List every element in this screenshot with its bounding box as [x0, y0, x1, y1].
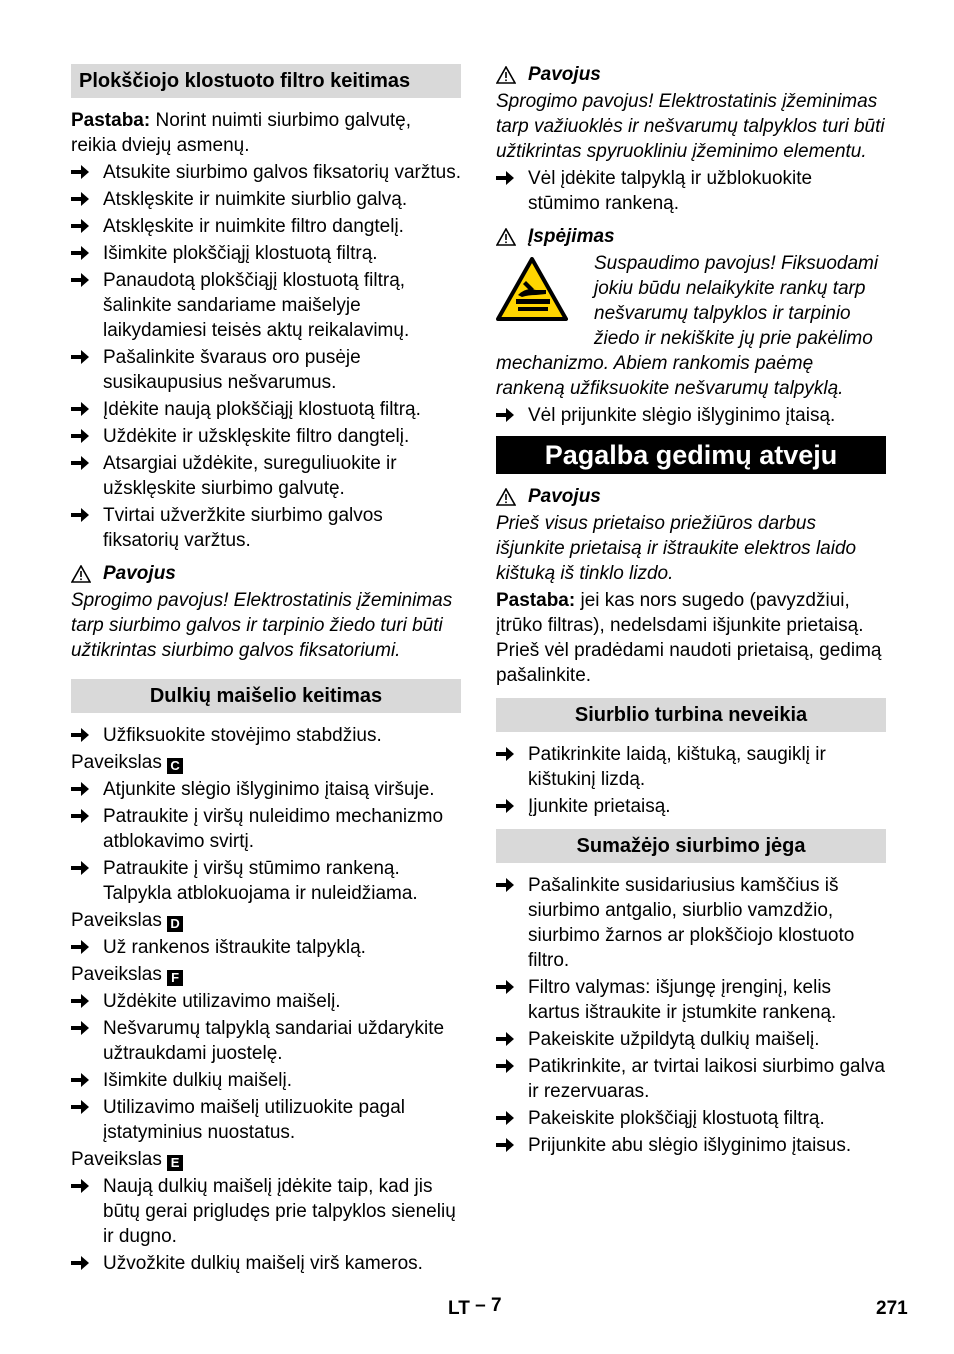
step-reinsert-container — [496, 166, 886, 216]
list-item-text: Atsklęskite ir nuimkite filtro dangtelį. — [103, 216, 404, 237]
list-item-text: Už rankenos ištraukite talpyklą. — [103, 937, 366, 958]
list-item — [496, 166, 886, 216]
danger-title-text: Pavojus — [528, 64, 601, 85]
list-item-text: Įdėkite naują plokščiąjį klostuotą filtrą. — [103, 399, 421, 420]
arrow-right-icon — [71, 429, 89, 443]
danger-title — [496, 62, 886, 87]
list-item — [71, 1174, 461, 1249]
danger-text: Sprogimo pavojus! Elektrostatinis įžeminimas tarp siurbimo galvos ir tarpinio žiedo turi būti užtikrintas siurbimo galvos fiksatoriumi. — [71, 590, 453, 661]
arrow-bullet — [71, 989, 103, 1014]
list-item — [71, 1251, 461, 1276]
steps-figure-f — [71, 989, 461, 1145]
section-heading-turbine: Siurblio turbina neveikia — [496, 698, 886, 732]
note-paragraph — [496, 588, 886, 688]
list-item — [71, 160, 461, 185]
arrow-right-icon — [496, 799, 514, 813]
list-item — [496, 975, 886, 1025]
arrow-bullet — [71, 1068, 103, 1093]
figure-letter-f: F — [167, 970, 183, 986]
arrow-bullet — [71, 1174, 103, 1249]
steps-figure-c — [71, 777, 461, 906]
arrow-bullet — [71, 451, 103, 501]
arrow-bullet — [496, 1027, 528, 1052]
warning-triangle-icon — [496, 488, 516, 506]
list-item-text: Prijunkite abu slėgio išlyginimo įtaisus. — [528, 1135, 852, 1156]
list-item-text: Pašalinkite susidariusius kamščius iš siurbimo antgalio, siurblio vamzdžio, siurbimo žarnos ar plokščiojo klostuoto filtro. — [528, 875, 855, 971]
list-item-text: Uždėkite utilizavimo maišelį. — [103, 991, 341, 1012]
crush-hazard-icon — [496, 251, 594, 345]
arrow-bullet — [71, 1016, 103, 1066]
arrow-right-icon — [71, 273, 89, 287]
danger-text: Prieš visus prietaiso priežiūros darbus išjunkite prietaisą ir ištraukite elektros laido kištuką iš tinklo lizdo. — [496, 513, 857, 584]
arrow-right-icon — [71, 1021, 89, 1035]
list-item-text: Išimkite plokščiąjį klostuotą filtrą. — [103, 243, 378, 264]
list-item-text: Filtro valymas: išjungę įrenginį, kelis kartus ištraukite ir įstumkite rankeną. — [528, 977, 837, 1023]
arrow-bullet — [71, 160, 103, 185]
figure-ref-d — [71, 908, 461, 933]
arrow-right-icon — [71, 782, 89, 796]
arrow-right-icon — [71, 402, 89, 416]
arrow-right-icon — [71, 1100, 89, 1114]
list-item — [71, 935, 461, 960]
danger-title — [71, 561, 461, 586]
list-item — [71, 187, 461, 212]
arrow-right-icon — [71, 994, 89, 1008]
note-label: Pastaba: — [71, 110, 151, 131]
danger-title — [496, 484, 886, 509]
figure-label: Paveikslas — [71, 964, 162, 985]
warning-text: Suspaudimo pavojus! Fiksuodami jokiu būdu nelaikykite rankų tarp nešvarumų talpyklos ir tarpinio žiedo ir nekiškite jų prie pakėlimo mechanizmo. Abiem rankomis paėmę rankeną užfiksuokite nešvarumų talpyklą. — [496, 253, 879, 399]
list-item-text: Atsklęskite ir nuimkite siurblio galvą. — [103, 189, 408, 210]
list-item — [71, 214, 461, 239]
figure-ref-e — [71, 1147, 461, 1172]
list-item — [496, 1133, 886, 1158]
arrow-bullet — [71, 268, 103, 343]
arrow-right-icon — [71, 192, 89, 206]
list-item — [496, 1027, 886, 1052]
arrow-right-icon — [496, 1111, 514, 1125]
arrow-bullet — [496, 742, 528, 792]
list-item-text: Patikrinkite laidą, kištuką, saugiklį ir kištukinį lizdą. — [528, 744, 826, 790]
list-item-text: Tvirtai užveržkite siurbimo galvos fiksatorių varžtus. — [103, 505, 383, 551]
steps-flat-filter — [71, 160, 461, 553]
list-item-text: Pakeiskite užpildytą dulkių maišelį. — [528, 1029, 820, 1050]
list-item-text: Naują dulkių maišelį įdėkite taip, kad jis būtų gerai prigludęs prie talpyklos sienelių ir dugno. — [103, 1176, 456, 1247]
arrow-bullet — [496, 975, 528, 1025]
page-number: 271 — [876, 1298, 908, 1319]
arrow-bullet — [71, 214, 103, 239]
arrow-bullet — [71, 503, 103, 553]
list-item — [71, 777, 461, 802]
danger-title-text: Pavojus — [528, 486, 601, 507]
right-column — [496, 60, 886, 1160]
list-item — [496, 1106, 886, 1131]
arrow-right-icon — [71, 350, 89, 364]
list-item-text: Pakeiskite plokščiąjį klostuotą filtrą. — [528, 1108, 825, 1129]
arrow-right-icon — [71, 1179, 89, 1193]
warning-block — [496, 251, 886, 401]
list-item — [496, 794, 886, 819]
list-item — [71, 345, 461, 395]
warning-triangle-icon — [71, 565, 91, 583]
list-item — [71, 1095, 461, 1145]
arrow-bullet — [496, 403, 528, 428]
list-item-text: Patraukite į viršų nuleidimo mechanizmo atblokavimo svirtį. — [103, 806, 444, 852]
footer-language — [448, 1295, 502, 1320]
figure-ref-c — [71, 750, 461, 775]
arrow-bullet — [71, 397, 103, 422]
arrow-right-icon — [71, 246, 89, 260]
arrow-bullet — [71, 804, 103, 854]
left-column — [71, 60, 461, 1278]
section-heading-flat-filter: Plokščiojo klostuoto filtro keitimas — [71, 64, 461, 98]
list-item — [71, 989, 461, 1014]
list-item-text: Uždėkite ir užsklęskite filtro dangtelį. — [103, 426, 410, 447]
list-item-text: Užfiksuokite stovėjimo stabdžius. — [103, 725, 382, 746]
figure-ref-f — [71, 962, 461, 987]
list-item-text: Utilizavimo maišelį utilizuokite pagal įstatyminius nuostatus. — [103, 1097, 406, 1143]
arrow-right-icon — [71, 861, 89, 875]
list-item — [496, 1054, 886, 1104]
note-label: Pastaba: — [496, 590, 576, 611]
list-item-text: Nešvarumų talpyklą sandariai uždarykite užtraukdami juostelę. — [103, 1018, 445, 1064]
arrow-bullet — [496, 1054, 528, 1104]
note-text: jei kas nors sugedo (pavyzdžiui, įtrūko filtras), nedelsdami išjunkite prietaisą. Prieš vėl pradėdami naudoti prietaisą, gedimą pašalinkite. — [496, 590, 882, 686]
danger-text: Sprogimo pavojus! Elektrostatinis įžeminimas tarp važiuoklės ir nešvarumų talpyklos turi būti užtikrintas spyruokliniu įžeminimo elementu. — [496, 91, 885, 162]
section-heading-suction: Sumažėjo siurbimo jėga — [496, 829, 886, 863]
arrow-right-icon — [71, 809, 89, 823]
arrow-right-icon — [496, 747, 514, 761]
list-item — [496, 742, 886, 792]
warning-title-text: Įspėjimas — [528, 226, 615, 247]
list-item-text: Atsukite siurbimo galvos fiksatorių varžtus. — [103, 162, 461, 183]
arrow-bullet — [496, 166, 528, 216]
arrow-right-icon — [71, 728, 89, 742]
arrow-right-icon — [496, 1138, 514, 1152]
arrow-bullet — [496, 1133, 528, 1158]
steps-figure-d — [71, 935, 461, 960]
list-item-text: Išimkite dulkių maišelį. — [103, 1070, 292, 1091]
figure-label: Paveikslas — [71, 910, 162, 931]
arrow-right-icon — [71, 165, 89, 179]
list-item — [71, 1068, 461, 1093]
arrow-bullet — [71, 241, 103, 266]
danger-title-text: Pavojus — [103, 563, 176, 584]
steps-suction — [496, 873, 886, 1158]
troubleshooting-heading: Pagalba gedimų atveju — [496, 436, 886, 474]
arrow-right-icon — [71, 1073, 89, 1087]
arrow-bullet — [71, 1095, 103, 1145]
arrow-bullet — [496, 1106, 528, 1131]
list-item — [71, 804, 461, 854]
list-item — [71, 397, 461, 422]
warning-triangle-icon — [496, 66, 516, 84]
arrow-bullet — [71, 1251, 103, 1276]
note-paragraph — [71, 108, 461, 158]
arrow-bullet — [496, 873, 528, 973]
list-item-text: Patraukite į viršų stūmimo rankeną. Talpykla atblokuojama ir nuleidžiama. — [103, 858, 418, 904]
steps-figure-e — [71, 1174, 461, 1276]
step-parking-brake — [71, 723, 461, 748]
arrow-bullet — [71, 777, 103, 802]
arrow-bullet — [71, 723, 103, 748]
arrow-right-icon — [496, 878, 514, 892]
list-item — [71, 268, 461, 343]
list-item-text: Pašalinkite švaraus oro pusėje susikaupusius nešvarumus. — [103, 347, 361, 393]
arrow-bullet — [71, 935, 103, 960]
note-text: Norint nuimti siurbimo galvutę, reikia dviejų asmenų. — [71, 110, 412, 156]
list-item-text: Įjunkite prietaisą. — [528, 796, 671, 817]
list-item-text: Panaudotą plokščiąjį klostuotą filtrą, šalinkite sandariame maišelyje laikydamiesi teisės aktų reikalavimų. — [103, 270, 410, 341]
arrow-bullet — [71, 345, 103, 395]
arrow-right-icon — [71, 456, 89, 470]
warning-triangle-icon — [496, 228, 516, 246]
step-reconnect-pressure — [496, 403, 886, 428]
figure-letter-c: C — [167, 758, 183, 774]
arrow-right-icon — [71, 1256, 89, 1270]
list-item — [71, 1016, 461, 1066]
arrow-right-icon — [496, 980, 514, 994]
warning-title — [496, 224, 886, 249]
list-item-text: Vėl įdėkite talpyklą ir užblokuokite stūmimo rankeną. — [528, 168, 813, 214]
figure-label: Paveikslas — [71, 752, 162, 773]
arrow-right-icon — [496, 1032, 514, 1046]
arrow-bullet — [71, 424, 103, 449]
figure-letter-e: E — [167, 1155, 183, 1171]
arrow-right-icon — [496, 171, 514, 185]
footer-section-page: – 7 — [475, 1295, 502, 1316]
list-item — [71, 723, 461, 748]
list-item — [71, 241, 461, 266]
arrow-bullet — [496, 794, 528, 819]
footer-lang: LT — [448, 1298, 470, 1319]
list-item — [71, 451, 461, 501]
list-item-text: Patikrinkite, ar tvirtai laikosi siurbimo galva ir rezervuaras. — [528, 1056, 885, 1102]
list-item — [496, 873, 886, 973]
section-heading-dust-bag: Dulkių maišelio keitimas — [71, 679, 461, 713]
arrow-right-icon — [496, 1059, 514, 1073]
arrow-right-icon — [71, 508, 89, 522]
list-item — [71, 503, 461, 553]
arrow-bullet — [71, 856, 103, 906]
arrow-bullet — [71, 187, 103, 212]
list-item-text: Vėl prijunkite slėgio išlyginimo įtaisą. — [528, 405, 836, 426]
list-item — [71, 424, 461, 449]
arrow-right-icon — [496, 408, 514, 422]
list-item-text: Atjunkite slėgio išlyginimo įtaisą viršuje. — [103, 779, 435, 800]
arrow-right-icon — [71, 219, 89, 233]
list-item — [71, 856, 461, 906]
list-item — [496, 403, 886, 428]
steps-turbine — [496, 742, 886, 819]
list-item-text: Atsargiai uždėkite, sureguliuokite ir užsklęskite siurbimo galvutę. — [103, 453, 397, 499]
list-item-text: Užvožkite dulkių maišelį virš kameros. — [103, 1253, 423, 1274]
figure-letter-d: D — [167, 916, 183, 932]
figure-label: Paveikslas — [71, 1149, 162, 1170]
arrow-right-icon — [71, 940, 89, 954]
